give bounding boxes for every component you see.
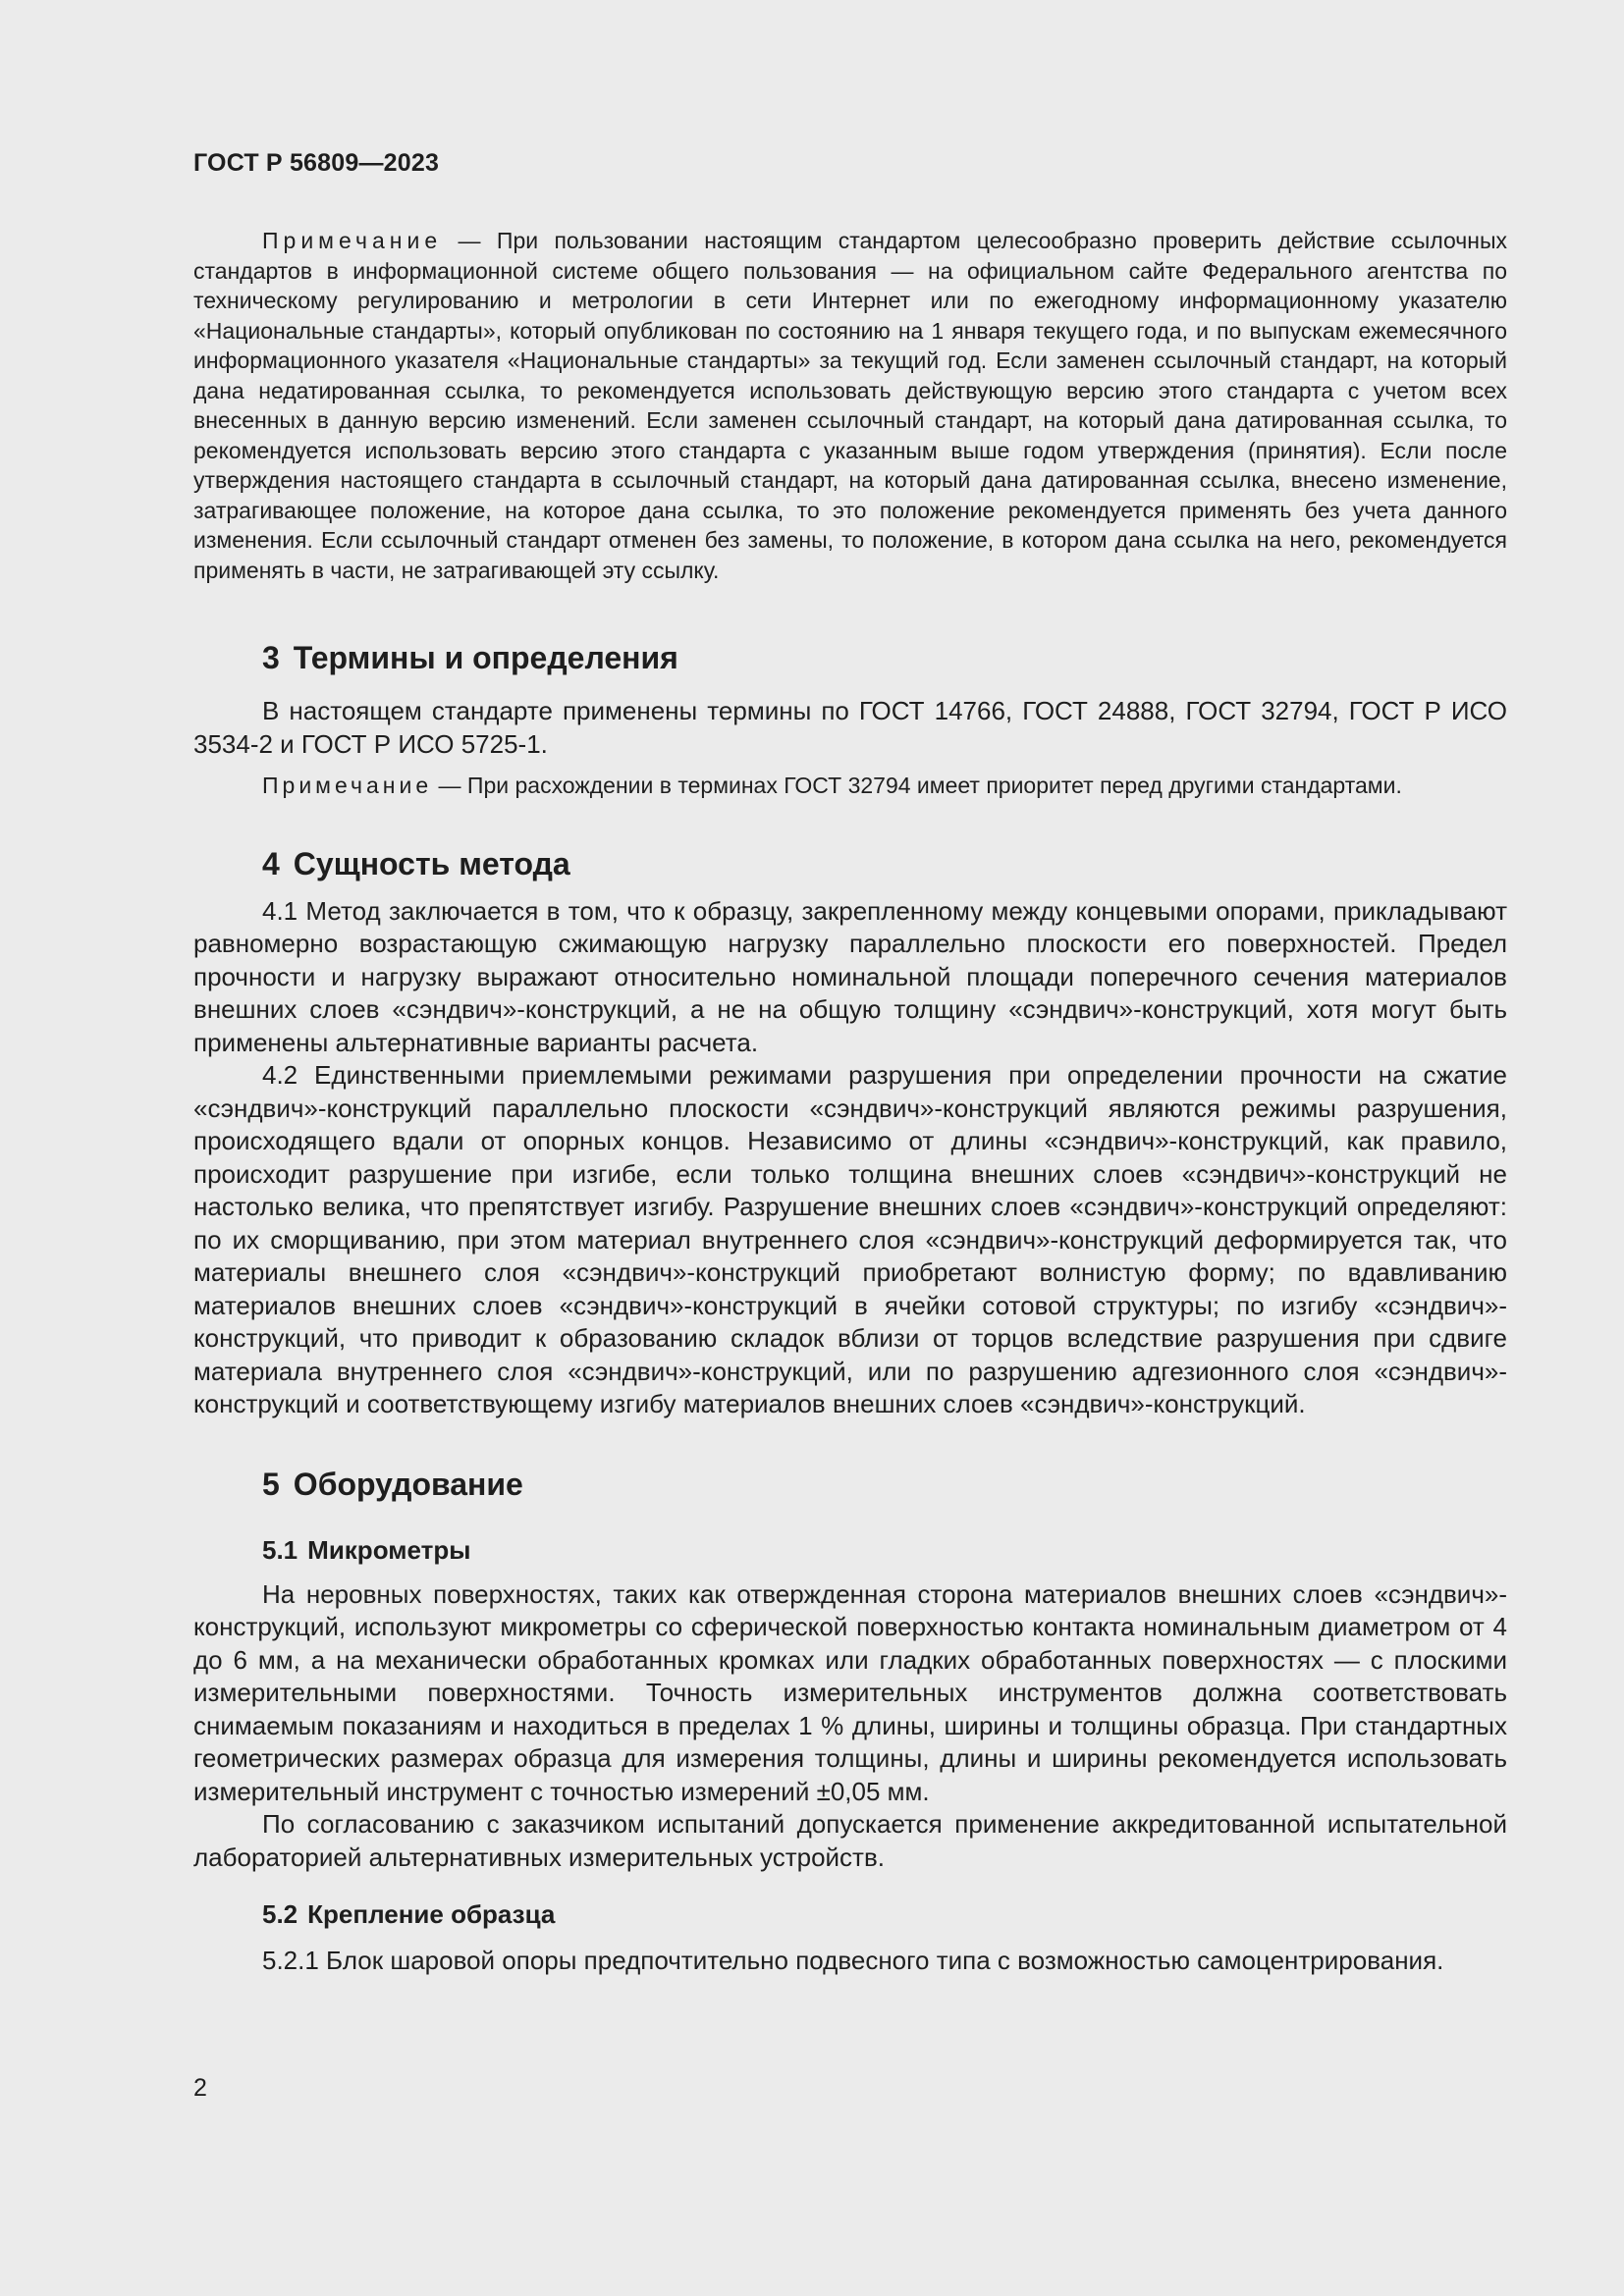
clause-4-1: 4.1 Метод заключается в том, что к образцу, закрепленному между концевыми опорами, прикладывают равномерно возрастающую сжимающую нагрузку параллельно плоскости его поверхностей. Предел прочности и нагрузку выражают относительно номинальной площади поперечного сечения материалов внешних слоев «сэндвич»-конструкций, а не на общую толщину «сэндвич»-конструкций, хотя могут быть применены альтернативные варианты расчета. bbox=[193, 895, 1507, 1057]
section-number: 4 bbox=[262, 845, 280, 881]
subsection-title: Микрометры bbox=[307, 1534, 471, 1565]
section-title: Термины и определения bbox=[293, 640, 678, 675]
document-body bbox=[193, 222, 1507, 1978]
subsection-5-2-heading bbox=[193, 1897, 1507, 1931]
section-title: Сущность метода bbox=[293, 845, 570, 881]
section-3-heading bbox=[193, 638, 1507, 677]
note-normative-references bbox=[193, 226, 1507, 585]
note-label: Примечание bbox=[262, 228, 443, 253]
document-header: ГОСТ Р 56809—2023 bbox=[193, 149, 440, 177]
subsection-5-1-paragraph-1: На неровных поверхностях, таких как отвержденная сторона материалов внешних слоев «сэндвич»-конструкций, используют микрометры со сферической поверхностью контакта номинальным диаметром от 4 до 6 мм, а на механически обработанных кромках или гладких обработанных поверхностях — с плоскими измерительными поверхностями. Точность измерительных инструментов должна соответствовать снимаемым показаниям и находиться в пределах 1 % длины, ширины и толщины образца. При стандартных геометрических размерах образца для измерения толщины, длины и ширины рекомендуется использовать измерительный инструмент с точностью измерений ±0,05 мм. bbox=[193, 1578, 1507, 1806]
section-5-heading bbox=[193, 1465, 1507, 1504]
page-number: 2 bbox=[193, 2074, 207, 2102]
section-number: 5 bbox=[262, 1466, 280, 1502]
subsection-number: 5.2 bbox=[262, 1899, 298, 1929]
note-label: Примечание bbox=[262, 773, 433, 798]
section-4-heading bbox=[193, 844, 1507, 883]
subsection-5-1-paragraph-2: По согласованию с заказчиком испытаний допускается применение аккредитованной испытательной лабораторией альтернативных измерительных устройств. bbox=[193, 1809, 1507, 1872]
note-text: — При пользовании настоящим стандартом целесообразно проверить действие ссылочных стандартов в информационной системе общего пользования — на официальном сайте Федерального агентства по техническому регулированию и метрологии в сети Интернет или по ежегодному информационному указателю «Национальные стандарты», который опубликован по состоянию на 1 января текущего года, и по выпускам ежемесячного информационного указателя «Национальные стандарты» за текущий год. Если заменен ссылочный стандарт, на который дана недатированная ссылка, то рекомендуется использовать действующую версию этого стандарта с учетом всех внесенных в данную версию изменений. Если заменен ссылочный стандарт, на который дана датированная ссылка, то рекомендуется использовать версию этого стандарта с указанным выше годом утверждения (принятия). Если после утверждения настоящего стандарта в ссылочный стандарт, на который дана датированная ссылка, внесено изменение, затрагивающее положение, на которое дана ссылка, то это положение рекомендуется применять без учета данного изменения. Если ссылочный стандарт отменен без замены, то положение, в котором дана ссылка на него, рекомендуется применять в части, не затрагивающей эту ссылку. bbox=[193, 228, 1507, 583]
note-text: — При расхождении в терминах ГОСТ 32794 имеет приоритет перед другими стандартами. bbox=[438, 773, 1402, 798]
section-3-note bbox=[193, 771, 1507, 801]
section-3-paragraph: В настоящем стандарте применены термины по ГОСТ 14766, ГОСТ 24888, ГОСТ 32794, ГОСТ Р ИСО 3534-2 и ГОСТ Р ИСО 5725-1. bbox=[193, 696, 1507, 759]
clause-4-2: 4.2 Единственными приемлемыми режимами разрушения при определении прочности на сжатие «сэндвич»-конструкций параллельно плоскости «сэндвич»-конструкций являются режимы разрушения, происходящего вдали от опорных концов. Независимо от длины «сэндвич»-конструкций, как правило, происходит разрушение при изгибе, если только толщина внешних слоев «сэндвич»-конструкций не настолько велика, что препятствует изгибу. Разрушение внешних слоев «сэндвич»-конструкций определяют: по их сморщиванию, при этом материал внутреннего слоя «сэндвич»-конструкций деформируется так, что материалы внешнего слоя «сэндвич»-конструкций приобретают волнистую форму; по вдавливанию материалов внешних слоев «сэндвич»-конструкций в ячейки сотовой структуры; по изгибу «сэндвич»-конструкций, что приводит к образованию складок вблизи от торцов вследствие разрушения при сдвиге материала внутреннего слоя «сэндвич»-конструкций, или по разрушению адгезионного слоя «сэндвич»-конструкций и соответствующему изгибу материалов внешних слоев «сэндвич»-конструкций. bbox=[193, 1060, 1507, 1418]
section-number: 3 bbox=[262, 640, 280, 675]
section-title: Оборудование bbox=[293, 1466, 523, 1502]
subsection-5-1-heading bbox=[193, 1533, 1507, 1567]
subsection-title: Крепление образца bbox=[307, 1899, 556, 1929]
clause-5-2-1: 5.2.1 Блок шаровой опоры предпочтительно подвесного типа с возможностью самоцентрирования. bbox=[262, 1946, 1444, 1975]
subsection-number: 5.1 bbox=[262, 1534, 298, 1565]
